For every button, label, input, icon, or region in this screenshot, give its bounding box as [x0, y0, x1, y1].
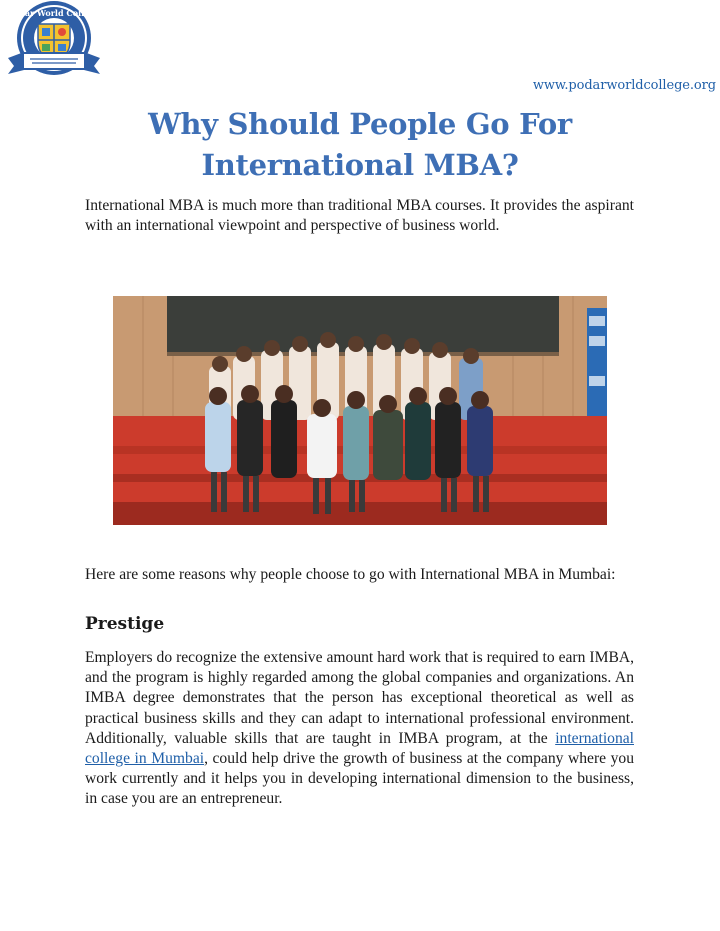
prestige-text-part-2: , could help drive the growth of business at the company where you work currently and it helps you in developing international dimension to the business, in case you are an entrepreneur.	[85, 750, 634, 808]
section-heading-prestige: Prestige	[85, 614, 165, 634]
college-crest-logo[interactable]	[4, 0, 104, 86]
svg-text:Podar World College: Podar World College	[8, 8, 100, 18]
prestige-paragraph	[85, 648, 634, 810]
intro-paragraph: International MBA is much more than traditional MBA courses. It provides the aspirant with an international viewpoint and perspective of business world.	[85, 197, 634, 235]
crest-icon	[4, 0, 104, 86]
reasons-intro-paragraph: Here are some reasons why people choose to go with International MBA in Mumbai:	[85, 566, 616, 583]
group-photo-image	[113, 296, 607, 525]
group-photo-illustration	[113, 296, 607, 525]
website-link[interactable]: www.podarworldcollege.org	[532, 78, 716, 93]
prestige-text-part-1: Employers do recognize the extensive amount hard work that is required to earn IMBA, and the program is highly regarded among the global companies and organizations. An IMBA degree demonstrates that the person has exceptional theoretical as well as practical business skills and they can adapt to international professional environment. Additionally, valuable skills that are taught in IMBA program, at the	[85, 649, 634, 747]
page-title	[90, 104, 630, 186]
title-line-2: International MBA?	[201, 148, 519, 182]
international-college-link[interactable]: international college in Mumbai	[85, 729, 634, 768]
title-line-1: Why Should People Go For	[148, 107, 572, 141]
